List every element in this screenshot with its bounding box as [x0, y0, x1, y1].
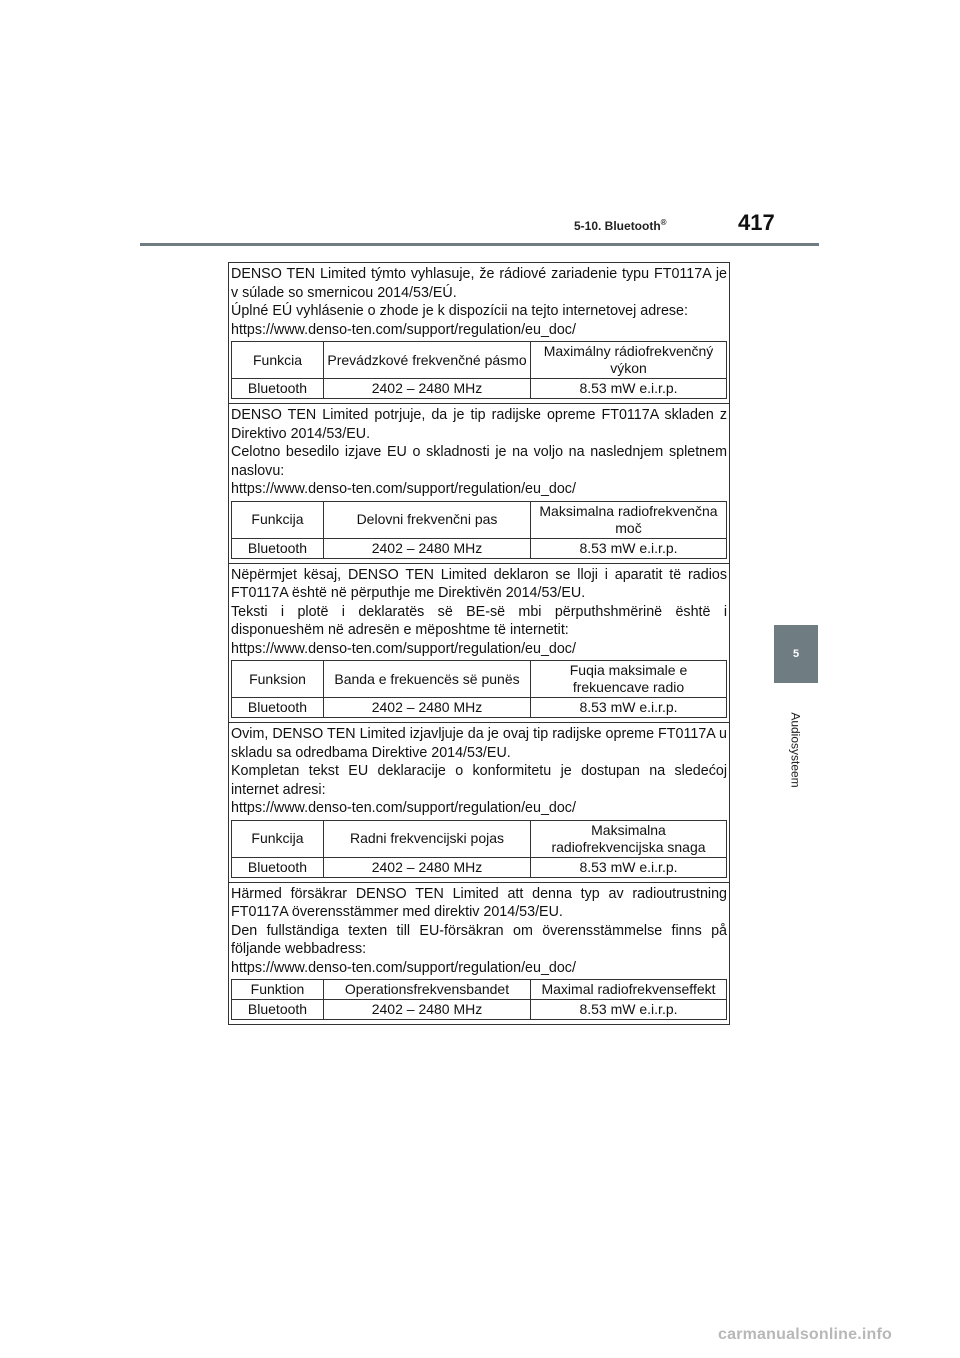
table-cell: 8.53 mW e.i.r.p. — [531, 379, 727, 399]
declaration-text: Den fullständiga texten till EU-försäkran om överensstämmelse finns på följande webbadress: — [231, 922, 727, 957]
header-cell: Operationsfrekvensbandet — [324, 980, 531, 1000]
declaration-section — [229, 404, 729, 564]
declaration-text: Celotno besedilo izjave EU o skladnosti je na voljo na naslednjem spletnem naslovu: — [231, 444, 727, 479]
declaration-text: Úplné EÚ vyhlásenie o zhode je k dispozícii na tejto internetovej adrese: — [231, 303, 688, 319]
header-cell: Banda e frekuencës së punës — [324, 661, 531, 698]
table-cell: 2402 – 2480 MHz — [324, 1000, 531, 1020]
chapter-label — [774, 690, 818, 810]
section-title-text: 5-10. Bluetooth — [574, 219, 661, 233]
header-cell: Maximal radiofrekvenseffekt — [531, 980, 727, 1000]
header-cell: Funkcia — [232, 342, 324, 379]
declaration-text: Teksti i plotë i deklaratës së BE-së mbi përputhshmërinë është i disponueshëm në adresën e mëposhtme të internetit: — [231, 603, 727, 638]
table-cell: Bluetooth — [232, 538, 324, 558]
table-cell: Bluetooth — [232, 379, 324, 399]
watermark: carmanualsonline.info — [718, 1326, 893, 1343]
table-row — [232, 857, 727, 877]
declaration-section — [229, 723, 729, 883]
registered-mark: ® — [660, 218, 667, 227]
declaration-text: Kompletan tekst EU deklaracije o konformitetu je dostupan na sledećoj internet adresi: — [231, 763, 727, 798]
declaration-section — [229, 263, 729, 404]
header-cell: Maksimalna radiofrekvencijska snaga — [531, 820, 727, 857]
chapter-label-text: Audiosysteem — [789, 712, 803, 788]
chapter-tab: 5 — [774, 625, 818, 683]
table-cell: 2402 – 2480 MHz — [324, 379, 531, 399]
table-header-row — [232, 820, 727, 857]
declaration-section — [229, 883, 729, 1025]
table-cell: 8.53 mW e.i.r.p. — [531, 857, 727, 877]
table-row — [232, 698, 727, 718]
spec-table — [231, 501, 727, 559]
table-cell: Bluetooth — [232, 698, 324, 718]
table-row — [232, 1000, 727, 1020]
declaration-section — [229, 564, 729, 724]
declaration-text: DENSO TEN Limited potrjuje, da je tip radijske opreme FT0117A skladen z Direktivo 2014/53/EU. — [231, 407, 727, 442]
header-cell: Radni frekvencijski pojas — [324, 820, 531, 857]
declaration-url: https://www.denso-ten.com/support/regulation/eu_doc/ — [231, 321, 576, 338]
table-header-row — [232, 661, 727, 698]
header-cell: Fuqia maksimale e frekuencave radio — [531, 661, 727, 698]
table-cell: 8.53 mW e.i.r.p. — [531, 698, 727, 718]
header-cell: Funkcija — [232, 501, 324, 538]
declaration-url: https://www.denso-ten.com/support/regulation/eu_doc/ — [231, 481, 576, 497]
header-cell: Funkcija — [232, 820, 324, 857]
spec-table — [231, 341, 727, 399]
table-cell: 2402 – 2480 MHz — [324, 698, 531, 718]
table-header-row — [232, 980, 727, 1000]
header-cell: Prevádzkové frekvenčné pásmo — [324, 342, 531, 379]
section-title — [574, 218, 667, 233]
declaration-url: https://www.denso-ten.com/support/regulation/eu_doc/ — [231, 640, 576, 657]
declaration-text: DENSO TEN Limited týmto vyhlasuje, že rádiové zariadenie typu FT0117A je v súlade so smernicou 2014/53/EÚ. — [231, 266, 727, 301]
header-cell: Funksion — [232, 661, 324, 698]
header-cell: Delovni frekvenčni pas — [324, 501, 531, 538]
header-cell: Maximálny rádiofrekvenčný výkon — [531, 342, 727, 379]
declaration-text: Härmed försäkrar DENSO TEN Limited att denna typ av radioutrustning FT0117A överensstämmer med direktiv 2014/53/EU. — [231, 885, 727, 920]
declaration-text: Ovim, DENSO TEN Limited izjavljuje da je ovaj tip radijske opreme FT0117A u skladu sa odredbama Direktive 2014/53/EU. — [231, 726, 727, 761]
header-cell: Maksimalna radiofrekvenčna moč — [531, 501, 727, 538]
header-cell: Funktion — [232, 980, 324, 1000]
spec-table — [231, 979, 727, 1020]
spec-table — [231, 660, 727, 718]
table-cell: 2402 – 2480 MHz — [324, 538, 531, 558]
declaration-url: https://www.denso-ten.com/support/regulation/eu_doc/ — [231, 800, 576, 816]
declaration-text: Nëpërmjet kësaj, DENSO TEN Limited deklaron se lloji i aparatit të radios FT0117A është në përputhje me Direktivën 2014/53/EU. — [231, 566, 727, 601]
table-row — [232, 379, 727, 399]
table-row — [232, 538, 727, 558]
declaration-box — [228, 262, 730, 1025]
table-header-row — [232, 501, 727, 538]
table-cell: 8.53 mW e.i.r.p. — [531, 1000, 727, 1020]
spec-table — [231, 820, 727, 878]
table-cell: 2402 – 2480 MHz — [324, 857, 531, 877]
table-cell: 8.53 mW e.i.r.p. — [531, 538, 727, 558]
page-number: 417 — [738, 210, 775, 235]
table-cell: Bluetooth — [232, 1000, 324, 1020]
header-divider — [140, 243, 819, 246]
table-cell: Bluetooth — [232, 857, 324, 877]
table-header-row — [232, 342, 727, 379]
declaration-url: https://www.denso-ten.com/support/regulation/eu_doc/ — [231, 959, 576, 976]
